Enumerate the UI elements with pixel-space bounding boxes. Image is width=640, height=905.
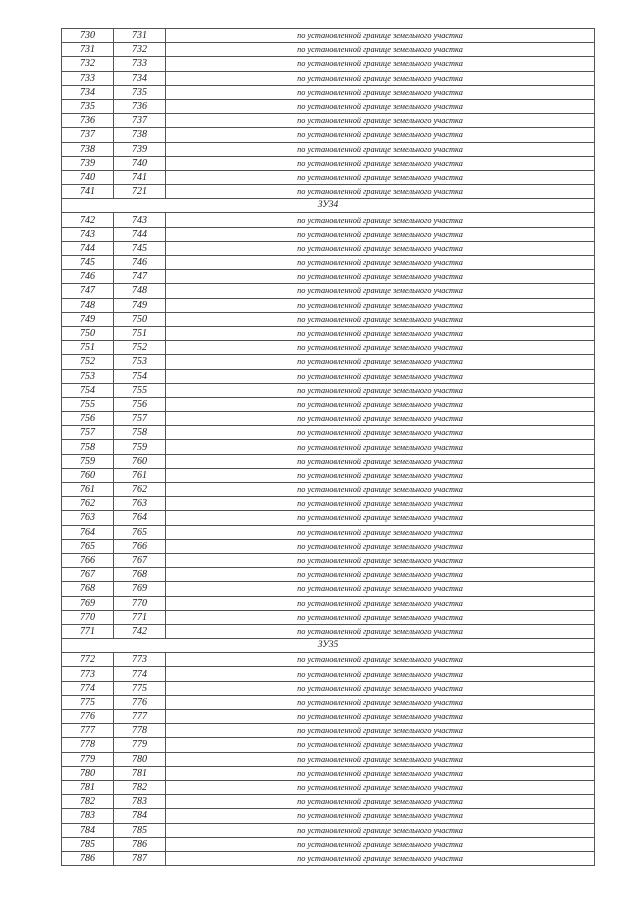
from-point-cell: 775 [62,695,114,709]
from-point-cell: 755 [62,397,114,411]
boundary-description-cell: по установленной границе земельного участка [166,355,595,369]
boundary-description-cell: по установленной границе земельного участка [166,837,595,851]
to-point-cell: 777 [114,710,166,724]
table-row [62,497,595,511]
to-point-cell: 761 [114,468,166,482]
boundary-description-cell: по установленной границе земельного участка [166,170,595,184]
table-row [62,440,595,454]
from-point-cell: 771 [62,624,114,638]
from-point-cell: 756 [62,412,114,426]
boundary-description-cell: по установленной границе земельного участка [166,156,595,170]
boundary-description-cell: по установленной границе земельного участка [166,213,595,227]
table-row [62,270,595,284]
from-point-cell: 761 [62,483,114,497]
from-point-cell: 731 [62,43,114,57]
to-point-cell: 735 [114,85,166,99]
boundary-description-cell: по установленной границе земельного участка [166,695,595,709]
to-point-cell: 760 [114,454,166,468]
table-row [62,355,595,369]
from-point-cell: 741 [62,185,114,199]
to-point-cell: 759 [114,440,166,454]
section-title: ЗУ34 [62,199,595,213]
table-row [62,99,595,113]
to-point-cell: 764 [114,511,166,525]
to-point-cell: 749 [114,298,166,312]
table-row [62,468,595,482]
to-point-cell: 736 [114,99,166,113]
table-row [62,553,595,567]
from-point-cell: 757 [62,426,114,440]
from-point-cell: 747 [62,284,114,298]
to-point-cell: 741 [114,170,166,184]
to-point-cell: 785 [114,823,166,837]
from-point-cell: 780 [62,766,114,780]
to-point-cell: 765 [114,525,166,539]
from-point-cell: 734 [62,85,114,99]
section-header-row [62,199,595,213]
to-point-cell: 744 [114,227,166,241]
to-point-cell: 776 [114,695,166,709]
from-point-cell: 764 [62,525,114,539]
to-point-cell: 752 [114,341,166,355]
table-row [62,596,595,610]
from-point-cell: 772 [62,653,114,667]
to-point-cell: 783 [114,795,166,809]
table-row [62,837,595,851]
section-title: ЗУ35 [62,639,595,653]
from-point-cell: 746 [62,270,114,284]
to-point-cell: 745 [114,241,166,255]
table-row [62,170,595,184]
to-point-cell: 756 [114,397,166,411]
table-row [62,85,595,99]
to-point-cell: 766 [114,539,166,553]
from-point-cell: 779 [62,752,114,766]
to-point-cell: 784 [114,809,166,823]
table-row [62,795,595,809]
boundary-description-cell: по установленной границе земельного участка [166,43,595,57]
table-row [62,823,595,837]
table-row [62,256,595,270]
to-point-cell: 754 [114,369,166,383]
to-point-cell: 762 [114,483,166,497]
table-row [62,383,595,397]
boundary-points-table [61,28,595,866]
from-point-cell: 770 [62,610,114,624]
table-row [62,312,595,326]
to-point-cell: 721 [114,185,166,199]
boundary-description-cell: по установленной границе земельного участка [166,71,595,85]
table-row [62,57,595,71]
boundary-description-cell: по установленной границе земельного участка [166,142,595,156]
table-row [62,412,595,426]
boundary-description-cell: по установленной границе земельного участка [166,525,595,539]
from-point-cell: 740 [62,170,114,184]
table-row [62,43,595,57]
to-point-cell: 750 [114,312,166,326]
to-point-cell: 775 [114,681,166,695]
boundary-description-cell: по установленной границе земельного участка [166,539,595,553]
table-row [62,397,595,411]
to-point-cell: 757 [114,412,166,426]
table-row [62,284,595,298]
boundary-description-cell: по установленной границе земельного участка [166,710,595,724]
boundary-description-cell: по установленной границе земельного участка [166,653,595,667]
table-row [62,766,595,780]
from-point-cell: 778 [62,738,114,752]
from-point-cell: 766 [62,553,114,567]
from-point-cell: 752 [62,355,114,369]
table-row [62,341,595,355]
boundary-description-cell: по установленной границе земельного участка [166,426,595,440]
to-point-cell: 770 [114,596,166,610]
boundary-description-cell: по установленной границе земельного участка [166,99,595,113]
from-point-cell: 774 [62,681,114,695]
boundary-description-cell: по установленной границе земельного участка [166,85,595,99]
from-point-cell: 782 [62,795,114,809]
from-point-cell: 744 [62,241,114,255]
to-point-cell: 737 [114,114,166,128]
from-point-cell: 733 [62,71,114,85]
from-point-cell: 777 [62,724,114,738]
from-point-cell: 735 [62,99,114,113]
table-row [62,667,595,681]
from-point-cell: 785 [62,837,114,851]
boundary-description-cell: по установленной границе земельного участка [166,823,595,837]
to-point-cell: 780 [114,752,166,766]
from-point-cell: 743 [62,227,114,241]
from-point-cell: 773 [62,667,114,681]
from-point-cell: 732 [62,57,114,71]
to-point-cell: 769 [114,582,166,596]
boundary-description-cell: по установленной границе земельного участка [166,483,595,497]
table-row [62,326,595,340]
boundary-description-cell: по установленной границе земельного участка [166,553,595,567]
boundary-description-cell: по установленной границе земельного участка [166,284,595,298]
from-point-cell: 749 [62,312,114,326]
boundary-description-cell: по установленной границе земельного участка [166,57,595,71]
boundary-description-cell: по установленной границе земельного участка [166,185,595,199]
to-point-cell: 753 [114,355,166,369]
from-point-cell: 769 [62,596,114,610]
to-point-cell: 740 [114,156,166,170]
to-point-cell: 774 [114,667,166,681]
boundary-description-cell: по установленной границе земельного участка [166,468,595,482]
boundary-description-cell: по установленной границе земельного участка [166,29,595,43]
to-point-cell: 779 [114,738,166,752]
boundary-description-cell: по установленной границе земельного участка [166,256,595,270]
section-header-row [62,639,595,653]
boundary-description-cell: по установленной границе земельного участка [166,752,595,766]
table-row [62,511,595,525]
table-row [62,809,595,823]
table-row [62,582,595,596]
from-point-cell: 748 [62,298,114,312]
to-point-cell: 755 [114,383,166,397]
from-point-cell: 767 [62,568,114,582]
from-point-cell: 753 [62,369,114,383]
from-point-cell: 745 [62,256,114,270]
table-row [62,483,595,497]
to-point-cell: 758 [114,426,166,440]
from-point-cell: 760 [62,468,114,482]
table-row [62,568,595,582]
boundary-description-cell: по установленной границе земельного участка [166,738,595,752]
table-row [62,114,595,128]
boundary-description-cell: по установленной границе земельного участка [166,667,595,681]
table-body [62,29,595,866]
boundary-description-cell: по установленной границе земельного участка [166,241,595,255]
table-row [62,710,595,724]
to-point-cell: 733 [114,57,166,71]
boundary-description-cell: по установленной границе земельного участка [166,724,595,738]
boundary-description-cell: по установленной границе земельного участка [166,412,595,426]
table-row [62,695,595,709]
from-point-cell: 750 [62,326,114,340]
table-row [62,610,595,624]
boundary-description-cell: по установленной границе земельного участка [166,766,595,780]
table-row [62,213,595,227]
from-point-cell: 776 [62,710,114,724]
boundary-description-cell: по установленной границе земельного участка [166,369,595,383]
to-point-cell: 767 [114,553,166,567]
from-point-cell: 783 [62,809,114,823]
boundary-description-cell: по установленной границе земельного участка [166,568,595,582]
table-row [62,525,595,539]
table-row [62,426,595,440]
boundary-description-cell: по установленной границе земельного участка [166,128,595,142]
boundary-description-cell: по установленной границе земельного участка [166,440,595,454]
to-point-cell: 732 [114,43,166,57]
from-point-cell: 768 [62,582,114,596]
from-point-cell: 754 [62,383,114,397]
table-row [62,298,595,312]
table-row [62,780,595,794]
table-row [62,851,595,865]
to-point-cell: 778 [114,724,166,738]
boundary-description-cell: по установленной границе земельного участка [166,114,595,128]
table-row [62,29,595,43]
table-row [62,227,595,241]
table-row [62,369,595,383]
table-row [62,681,595,695]
boundary-description-cell: по установленной границе земельного участка [166,624,595,638]
table-row [62,752,595,766]
table-row [62,185,595,199]
boundary-description-cell: по установленной границе земельного участка [166,270,595,284]
boundary-description-cell: по установленной границе земельного участка [166,227,595,241]
to-point-cell: 739 [114,142,166,156]
boundary-description-cell: по установленной границе земельного участка [166,795,595,809]
from-point-cell: 751 [62,341,114,355]
boundary-description-cell: по установленной границе земельного участка [166,497,595,511]
to-point-cell: 747 [114,270,166,284]
boundary-description-cell: по установленной границе земельного участка [166,454,595,468]
to-point-cell: 748 [114,284,166,298]
from-point-cell: 781 [62,780,114,794]
table-row [62,156,595,170]
boundary-description-cell: по установленной границе земельного участка [166,511,595,525]
to-point-cell: 787 [114,851,166,865]
from-point-cell: 737 [62,128,114,142]
table-row [62,454,595,468]
table-row [62,142,595,156]
table-row [62,653,595,667]
boundary-description-cell: по установленной границе земельного участка [166,312,595,326]
boundary-description-cell: по установленной границе земельного участка [166,851,595,865]
from-point-cell: 763 [62,511,114,525]
to-point-cell: 786 [114,837,166,851]
to-point-cell: 773 [114,653,166,667]
to-point-cell: 738 [114,128,166,142]
from-point-cell: 738 [62,142,114,156]
to-point-cell: 751 [114,326,166,340]
boundary-description-cell: по установленной границе земельного участка [166,809,595,823]
from-point-cell: 784 [62,823,114,837]
to-point-cell: 746 [114,256,166,270]
to-point-cell: 771 [114,610,166,624]
from-point-cell: 736 [62,114,114,128]
table-row [62,738,595,752]
boundary-description-cell: по установленной границе земельного участка [166,681,595,695]
to-point-cell: 743 [114,213,166,227]
table-row [62,539,595,553]
table-row [62,624,595,638]
boundary-description-cell: по установленной границе земельного участка [166,397,595,411]
to-point-cell: 782 [114,780,166,794]
from-point-cell: 742 [62,213,114,227]
from-point-cell: 730 [62,29,114,43]
to-point-cell: 731 [114,29,166,43]
boundary-description-cell: по установленной границе земельного участка [166,326,595,340]
to-point-cell: 763 [114,497,166,511]
table-row [62,71,595,85]
table-row [62,128,595,142]
boundary-description-cell: по установленной границе земельного участка [166,596,595,610]
from-point-cell: 786 [62,851,114,865]
from-point-cell: 739 [62,156,114,170]
boundary-description-cell: по установленной границе земельного участка [166,610,595,624]
from-point-cell: 759 [62,454,114,468]
from-point-cell: 758 [62,440,114,454]
boundary-description-cell: по установленной границе земельного участка [166,341,595,355]
boundary-description-cell: по установленной границе земельного участка [166,582,595,596]
to-point-cell: 734 [114,71,166,85]
table-row [62,724,595,738]
boundary-description-cell: по установленной границе земельного участка [166,298,595,312]
boundary-description-cell: по установленной границе земельного участка [166,383,595,397]
table-row [62,241,595,255]
from-point-cell: 765 [62,539,114,553]
to-point-cell: 742 [114,624,166,638]
to-point-cell: 768 [114,568,166,582]
to-point-cell: 781 [114,766,166,780]
from-point-cell: 762 [62,497,114,511]
boundary-description-cell: по установленной границе земельного участка [166,780,595,794]
